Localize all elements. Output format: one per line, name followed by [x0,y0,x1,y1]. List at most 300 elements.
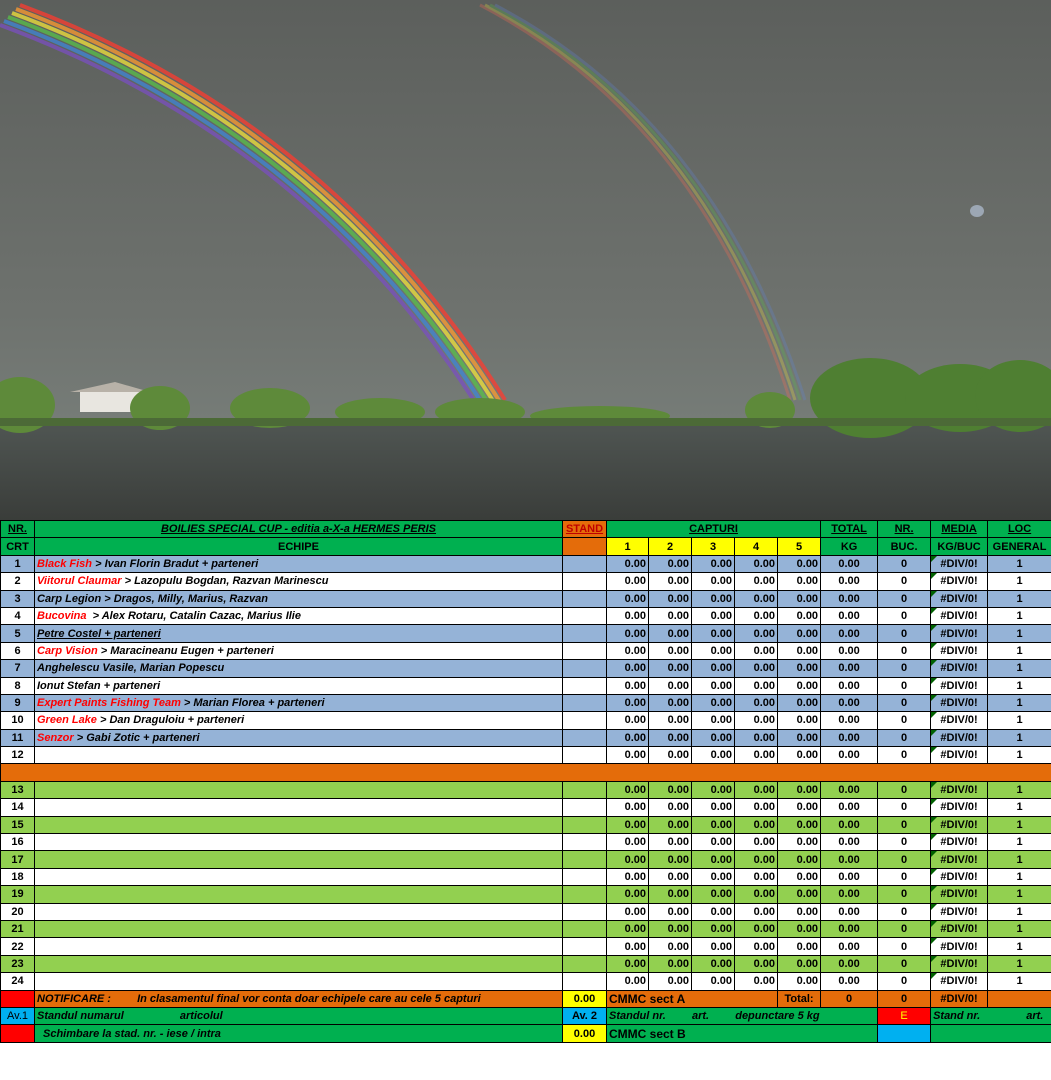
articolul: articolul [179,1010,223,1023]
capture-5-value: 0.00 [778,920,821,937]
total-kg-value: 0.00 [821,747,878,764]
row-number: 4 [1,607,35,624]
capture-5-value: 0.00 [778,886,821,903]
schimbare: Schimbare la stad. nr. - iese / intra [35,1025,563,1042]
row-number: 11 [1,729,35,746]
team-cell [35,851,563,868]
media-value: #DIV/0! [931,625,988,642]
team-members: > Alex Rotaru, Catalin Cazac, Marius Ilie [86,610,301,623]
capture-1-header: 1 [607,538,649,555]
table-row [1,920,1051,937]
team-cell [35,694,563,711]
media-value: #DIV/0! [931,834,988,851]
capture-1-value: 0.00 [607,660,649,677]
stand-cell [563,590,607,607]
stand-header: STAND [563,521,607,538]
capture-2-value: 0.00 [649,573,692,590]
stand-cell [563,886,607,903]
buc-value: 0 [878,886,931,903]
table-row [1,694,1051,711]
capture-4-value: 0.00 [735,920,778,937]
capture-1-value: 0.00 [607,694,649,711]
team-cell [35,781,563,798]
media-value: #DIV/0! [931,694,988,711]
capture-5-value: 0.00 [778,625,821,642]
capture-2-value: 0.00 [649,886,692,903]
row-number: 24 [1,973,35,990]
capture-1-value: 0.00 [607,851,649,868]
loc-value: 1 [988,747,1051,764]
media-value: #DIV/0! [931,781,988,798]
media-value: #DIV/0! [931,573,988,590]
team-name: Expert Paints Fishing Team [37,697,181,710]
capture-3-value: 0.00 [692,712,735,729]
capture-1-value: 0.00 [607,868,649,885]
loc-value: 1 [988,573,1051,590]
team-members: > Gabi Zotic + parteneri [73,731,200,744]
capture-4-value: 0.00 [735,660,778,677]
table-row [1,851,1051,868]
capture-4-value: 0.00 [735,555,778,572]
total-kg-value: 0.00 [821,642,878,659]
total-kg-value: 0.00 [821,677,878,694]
media-value: #DIV/0! [931,903,988,920]
table-row [1,903,1051,920]
capture-4-value: 0.00 [735,973,778,990]
capture-5-value: 0.00 [778,677,821,694]
team-cell [35,938,563,955]
capture-1-value: 0.00 [607,625,649,642]
av2-cell [607,1007,878,1024]
notificare-label: NOTIFICARE : [37,992,111,1005]
capture-4-value: 0.00 [735,799,778,816]
capture-1-value: 0.00 [607,903,649,920]
capture-4-value: 0.00 [735,955,778,972]
capture-4-value: 0.00 [735,938,778,955]
media-value: #DIV/0! [931,886,988,903]
capture-2-header: 2 [649,538,692,555]
loc-value: 1 [988,868,1051,885]
capture-3-value: 0.00 [692,834,735,851]
e-label: E [878,1007,931,1024]
capture-3-value: 0.00 [692,747,735,764]
buc-value: 0 [878,590,931,607]
row-number: 3 [1,590,35,607]
total-kg-value: 0.00 [821,694,878,711]
stand-cell [563,729,607,746]
capture-3-value: 0.00 [692,816,735,833]
buc-value: 0 [878,712,931,729]
total-kg: 0 [821,990,878,1007]
table-row [1,712,1051,729]
art-label: art. [691,1010,710,1023]
capture-2-value: 0.00 [649,851,692,868]
row-number: 8 [1,677,35,694]
capture-1-value: 0.00 [607,607,649,624]
team-cell [35,573,563,590]
nr-buc-header: NR. [878,521,931,538]
capture-1-value: 0.00 [607,590,649,607]
capture-2-value: 0.00 [649,799,692,816]
capture-3-value: 0.00 [692,781,735,798]
team-members: Anghelescu Vasile, Marian Popescu [37,662,225,675]
loc-value: 1 [988,886,1051,903]
stand-cell [563,555,607,572]
media-value: #DIV/0! [931,607,988,624]
team-cell [35,642,563,659]
media-value: #DIV/0! [931,729,988,746]
media-value: #DIV/0! [931,642,988,659]
loc-value: 1 [988,677,1051,694]
total-buc: 0 [878,990,931,1007]
row-number: 5 [1,625,35,642]
capture-1-value: 0.00 [607,834,649,851]
team-cell [35,920,563,937]
capture-3-value: 0.00 [692,903,735,920]
capture-3-value: 0.00 [692,607,735,624]
capture-3-value: 0.00 [692,694,735,711]
stand-cell [563,920,607,937]
stand-total-b: 0.00 [563,1025,607,1042]
team-cell [35,799,563,816]
total-kg-value: 0.00 [821,660,878,677]
total-kg-value: 0.00 [821,938,878,955]
row-number: 6 [1,642,35,659]
table-row [1,938,1051,955]
capture-5-value: 0.00 [778,781,821,798]
capture-3-value: 0.00 [692,573,735,590]
team-members: > Lazopulu Bogdan, Razvan Marinescu [121,575,329,588]
media-value: #DIV/0! [931,677,988,694]
capture-4-value: 0.00 [735,590,778,607]
capture-1-value: 0.00 [607,677,649,694]
stand-cell [563,607,607,624]
loc-value: 1 [988,799,1051,816]
team-cell [35,729,563,746]
loc-value: 1 [988,607,1051,624]
table-row [1,590,1051,607]
capture-3-header: 3 [692,538,735,555]
buc-value: 0 [878,868,931,885]
team-name: Viitorul Claumar [37,575,122,588]
buc-value: 0 [878,903,931,920]
stand-cell [563,834,607,851]
loc-value: 1 [988,712,1051,729]
total-kg-value: 0.00 [821,555,878,572]
capture-1-value: 0.00 [607,886,649,903]
total-kg-value: 0.00 [821,868,878,885]
table-row [1,555,1051,572]
capture-2-value: 0.00 [649,555,692,572]
team-cell [35,555,563,572]
media-value: #DIV/0! [931,955,988,972]
loc-value: 1 [988,851,1051,868]
capture-2-value: 0.00 [649,781,692,798]
team-cell [35,625,563,642]
media-value: #DIV/0! [931,555,988,572]
capture-3-value: 0.00 [692,729,735,746]
rainbow-lake-photo [0,0,1051,520]
row-number: 1 [1,555,35,572]
capture-4-value: 0.00 [735,677,778,694]
capture-5-value: 0.00 [778,834,821,851]
row-number: 22 [1,938,35,955]
table-row [1,677,1051,694]
row-number: 19 [1,886,35,903]
loc-value: 1 [988,920,1051,937]
total-kg-value: 0.00 [821,886,878,903]
table-row [1,625,1051,642]
capture-4-value: 0.00 [735,868,778,885]
red-marker-2 [1,1025,35,1042]
capture-2-value: 0.00 [649,642,692,659]
stand-header-cell [563,538,607,555]
total-kg-value: 0.00 [821,834,878,851]
capture-1-value: 0.00 [607,938,649,955]
total-header: TOTAL [821,521,878,538]
team-cell [35,886,563,903]
standings-table [0,520,1051,1043]
capture-1-value: 0.00 [607,781,649,798]
capture-5-value: 0.00 [778,868,821,885]
capture-1-value: 0.00 [607,799,649,816]
capture-2-value: 0.00 [649,694,692,711]
team-cell [35,660,563,677]
capture-1-value: 0.00 [607,920,649,937]
notificare-cell [35,990,563,1007]
capture-5-value: 0.00 [778,816,821,833]
capture-1-value: 0.00 [607,973,649,990]
total-media: #DIV/0! [931,990,988,1007]
team-members: > Ivan Florin Bradut + parteneri [92,557,259,570]
stand-cell [563,573,607,590]
buc-value: 0 [878,816,931,833]
team-cell [35,903,563,920]
capture-5-value: 0.00 [778,642,821,659]
capture-4-value: 0.00 [735,729,778,746]
buc-value: 0 [878,781,931,798]
capture-3-value: 0.00 [692,938,735,955]
footer-row-schimbare [1,1025,1051,1042]
capture-5-value: 0.00 [778,712,821,729]
capture-2-value: 0.00 [649,607,692,624]
table-row [1,660,1051,677]
loc-value: 1 [988,938,1051,955]
standings-sheet [0,520,1051,1080]
stand-cell [563,781,607,798]
buc-value: 0 [878,851,931,868]
buc-value: 0 [878,938,931,955]
total-kg-value: 0.00 [821,729,878,746]
capture-4-value: 0.00 [735,903,778,920]
capture-5-value: 0.00 [778,851,821,868]
team-name: Black Fish [37,557,93,570]
capture-4-value: 0.00 [735,886,778,903]
row-number: 13 [1,781,35,798]
media-value: #DIV/0! [931,712,988,729]
capture-5-value: 0.00 [778,747,821,764]
art-label-2: art. [1026,1010,1044,1023]
capture-1-value: 0.00 [607,712,649,729]
media-value: #DIV/0! [931,747,988,764]
capture-2-value: 0.00 [649,590,692,607]
table-row [1,816,1051,833]
buc-value: 0 [878,573,931,590]
capture-2-value: 0.00 [649,816,692,833]
capture-5-value: 0.00 [778,555,821,572]
loc-header: LOC [988,521,1051,538]
capture-4-value: 0.00 [735,834,778,851]
capture-3-value: 0.00 [692,851,735,868]
total-kg-value: 0.00 [821,781,878,798]
total-kg-value: 0.00 [821,903,878,920]
capture-4-value: 0.00 [735,607,778,624]
buc-header: BUC. [878,538,931,555]
capture-2-value: 0.00 [649,625,692,642]
stand-cell [563,851,607,868]
stand-cell [563,938,607,955]
capture-5-value: 0.00 [778,973,821,990]
stand-cell [563,625,607,642]
team-name: Senzor [37,731,74,744]
stand-cell [563,747,607,764]
total-kg-value: 0.00 [821,712,878,729]
capture-3-value: 0.00 [692,625,735,642]
capture-5-value: 0.00 [778,607,821,624]
capture-5-value: 0.00 [778,903,821,920]
team-members: Ionut Stefan + parteneri [37,679,161,692]
stand-cell [563,868,607,885]
capture-2-value: 0.00 [649,868,692,885]
stand-cell [563,677,607,694]
team-cell [35,868,563,885]
capture-1-value: 0.00 [607,555,649,572]
table-row [1,868,1051,885]
av1-label: Av.1 [1,1007,35,1024]
loc-value: 1 [988,955,1051,972]
total-kg-value: 0.00 [821,625,878,642]
team-cell [35,834,563,851]
capture-3-value: 0.00 [692,677,735,694]
capture-4-value: 0.00 [735,712,778,729]
media-value: #DIV/0! [931,938,988,955]
capture-4-value: 0.00 [735,642,778,659]
table-row [1,573,1051,590]
media-value: #DIV/0! [931,799,988,816]
capture-2-value: 0.00 [649,712,692,729]
row-number: 21 [1,920,35,937]
media-header: MEDIA [931,521,988,538]
total-kg-value: 0.00 [821,920,878,937]
stand-cell [563,712,607,729]
team-name: Bucovina [37,610,87,623]
loc-value: 1 [988,590,1051,607]
table-row [1,607,1051,624]
notificare-text: In clasamentul final vor conta doar echipele care au cele 5 capturi [137,992,481,1005]
loc-value: 1 [988,642,1051,659]
capture-5-value: 0.00 [778,955,821,972]
table-row [1,747,1051,764]
general-header: GENERAL [988,538,1051,555]
capture-4-value: 0.00 [735,816,778,833]
nr-header: NR. [1,521,35,538]
row-number: 14 [1,799,35,816]
buc-value: 0 [878,799,931,816]
loc-value: 1 [988,781,1051,798]
table-row [1,642,1051,659]
total-kg-value: 0.00 [821,955,878,972]
team-members: > Maracineanu Eugen + parteneri [97,644,274,657]
capture-2-value: 0.00 [649,677,692,694]
capture-4-value: 0.00 [735,573,778,590]
kg-header: KG [821,538,878,555]
table-row [1,729,1051,746]
capture-3-value: 0.00 [692,799,735,816]
capture-3-value: 0.00 [692,973,735,990]
buc-value: 0 [878,729,931,746]
total-kg-value: 0.00 [821,573,878,590]
loc-value: 1 [988,816,1051,833]
capture-5-value: 0.00 [778,660,821,677]
cmmc-a: CMMC sect A [607,990,778,1007]
footer-row-avertisment [1,1007,1051,1024]
capture-5-value: 0.00 [778,799,821,816]
buc-value: 0 [878,607,931,624]
capture-3-value: 0.00 [692,590,735,607]
capture-4-value: 0.00 [735,851,778,868]
row-number: 18 [1,868,35,885]
media-value: #DIV/0! [931,660,988,677]
echipe-header: ECHIPE [35,538,563,555]
team-members: > Dan Draguloiu + parteneri [96,714,245,727]
capture-3-value: 0.00 [692,955,735,972]
stand-cell [563,816,607,833]
capture-5-value: 0.00 [778,590,821,607]
total-kg-value: 0.00 [821,816,878,833]
standul-nr: Standul nr. [609,1010,666,1023]
capture-2-value: 0.00 [649,955,692,972]
buc-value: 0 [878,973,931,990]
capture-3-value: 0.00 [692,660,735,677]
loc-value: 1 [988,694,1051,711]
capture-5-value: 0.00 [778,573,821,590]
depunctare: depunctare 5 kg [735,1010,820,1023]
loc-value: 1 [988,555,1051,572]
header-row-2 [1,538,1051,555]
capture-3-value: 0.00 [692,920,735,937]
capture-2-value: 0.00 [649,903,692,920]
capture-4-value: 0.00 [735,781,778,798]
stand-cell [563,694,607,711]
table-title: BOILIES SPECIAL CUP - editia a-X-a HERMES PERIS [35,521,563,538]
capture-1-value: 0.00 [607,747,649,764]
row-number: 7 [1,660,35,677]
capture-4-value: 0.00 [735,747,778,764]
stand-cell [563,955,607,972]
standul-numarul: Standul numarul [37,1010,124,1023]
row-number: 2 [1,573,35,590]
team-name: Green Lake [37,714,97,727]
capture-1-value: 0.00 [607,642,649,659]
loc-value: 1 [988,660,1051,677]
row-number: 17 [1,851,35,868]
media-value: #DIV/0! [931,851,988,868]
total-kg-value: 0.00 [821,799,878,816]
row-number: 15 [1,816,35,833]
team-cell [35,712,563,729]
capturi-header: CAPTURI [607,521,821,538]
team-members: Carp Legion > Dragos, Milly, Marius, Razvan [37,592,268,605]
